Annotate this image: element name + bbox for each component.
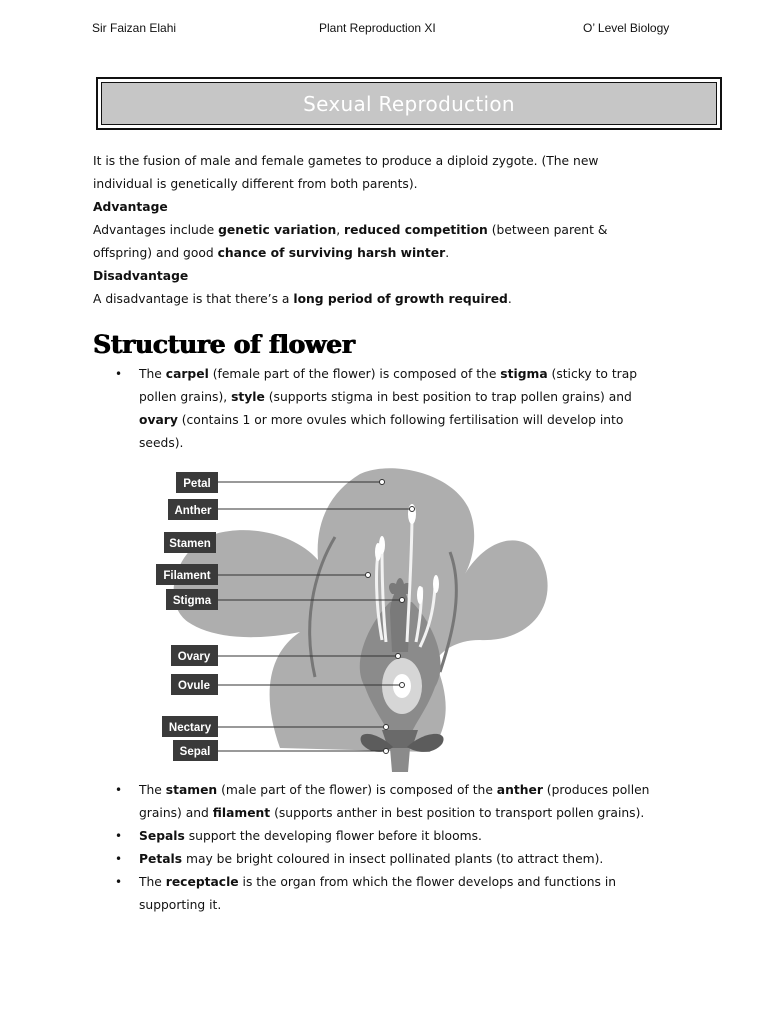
bullet-dot: • [115,829,123,843]
advantage-text-2: offspring) and good chance of surviving harsh winter. [93,246,450,260]
label-anther [168,499,218,520]
header-topic: Plant Reproduction XI [319,21,436,35]
header-course: O’ Level Biology [583,21,670,35]
svg-text:Filament: Filament [163,570,211,582]
advantage-heading: Advantage [93,200,168,214]
label-ovule [171,674,218,695]
label-filament [156,564,218,585]
carpel-list [115,363,660,455]
header-author: Sir Faizan Elahi [92,21,177,35]
svg-text:Ovule: Ovule [178,680,210,692]
petals-bullet: • Petals may be bright coloured in insect pollinated plants (to attract them). [115,848,660,871]
svg-text:Petal: Petal [183,478,211,490]
label-petal [176,472,218,493]
page-title: Sexual Reproduction [101,82,717,125]
flower-diagram [150,462,550,772]
intro-section [93,150,653,311]
petal-shape [174,468,548,752]
label-stamen [164,532,216,553]
intro-line-2: individual is genetically different from both parents). [93,177,418,191]
label-ovary [171,645,218,666]
section-heading: Structure of flower [93,330,355,359]
anther-2 [379,536,385,554]
stalk [390,748,410,772]
anther-4 [417,586,423,604]
svg-text:Anther: Anther [174,505,212,517]
svg-text:Stamen: Stamen [169,538,211,550]
parts-list [115,779,660,917]
label-sepal [173,740,218,761]
bullet-dot: • [115,852,123,866]
intro-line-1: It is the fusion of male and female gametes to produce a diploid zygote. (The new [93,154,599,168]
disadvantage-text: A disadvantage is that there’s a long period of growth required. [93,292,512,306]
advantage-text: Advantages include genetic variation, reduced competition (between parent & [93,223,608,237]
title-banner [96,77,722,130]
stamen-bullet: • The stamen (male part of the flower) is composed of the anther (produces pollen grains) and filament (supports anther in best position to transport pollen grains). [115,779,660,825]
carpel-bullet: • The carpel (female part of the flower) is composed of the stigma (sticky to trap pollen grains), style (supports stigma in best position to trap pollen grains) and ovary (contains 1 or more ovules which following fertilisation will develop into seeds). [115,363,660,455]
svg-text:Nectary: Nectary [168,722,212,734]
receptacle-bullet: • The receptacle is the organ from which the flower develops and functions in supporting it. [115,871,660,917]
disadvantage-heading: Disadvantage [93,269,189,283]
bullet-dot: • [115,367,123,381]
anther-5 [433,575,439,593]
sepals-bullet: • Sepals support the developing flower before it blooms. [115,825,660,848]
label-nectary [162,716,218,737]
bullet-dot: • [115,875,123,889]
svg-text:Ovary: Ovary [177,651,211,663]
svg-text:Sepal: Sepal [179,746,211,758]
svg-text:Stigma: Stigma [172,595,212,607]
bullet-dot: • [115,783,123,797]
label-stigma [166,589,218,610]
